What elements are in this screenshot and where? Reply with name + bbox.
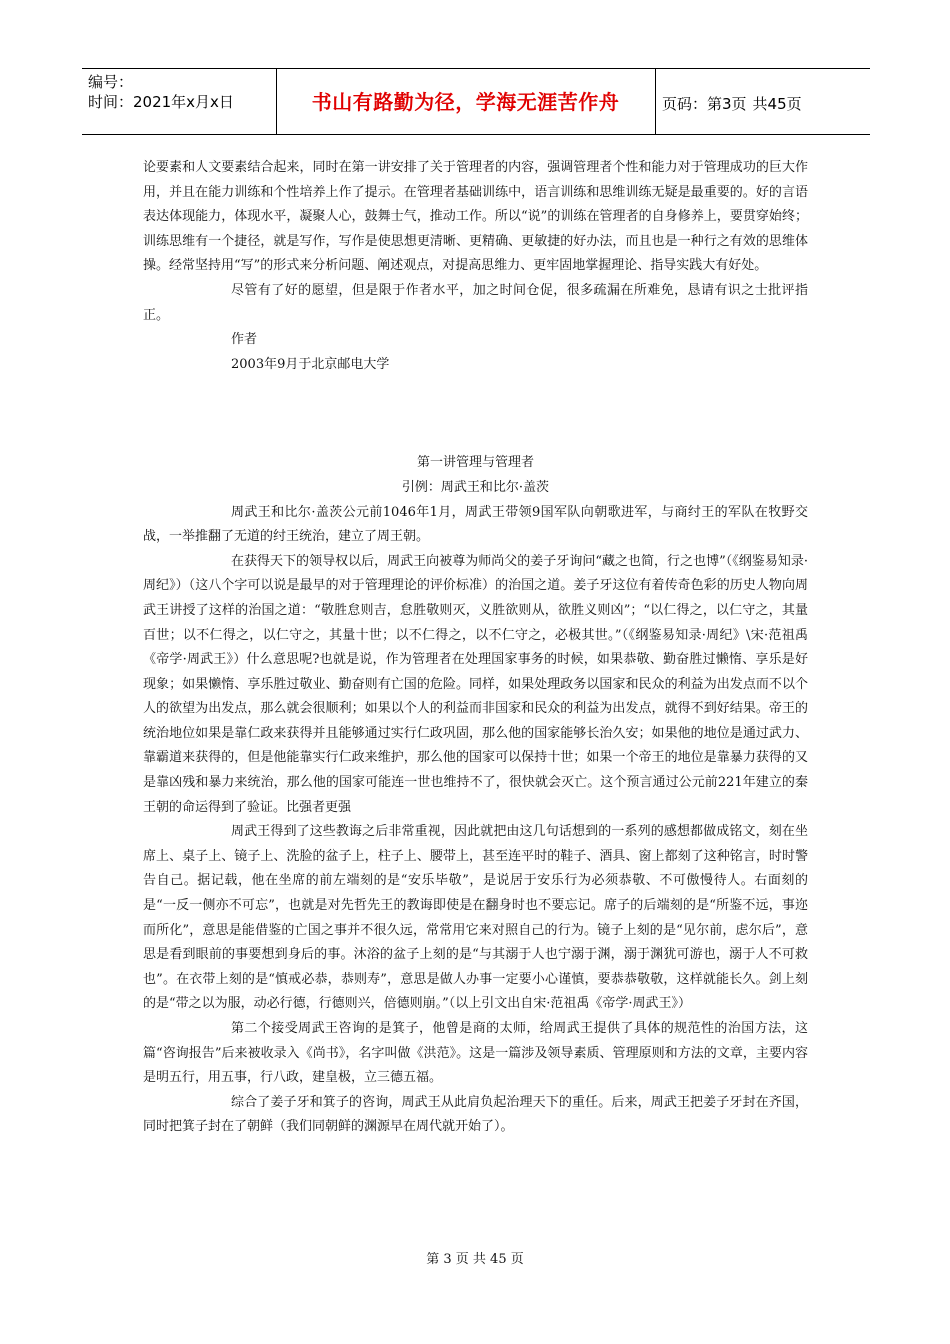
paragraph-preface-closing: 尽管有了好的愿望，但是限于作者水平，加之时间仓促，很多疏漏在所难免，恳请有识之士批评指正。 bbox=[143, 282, 808, 323]
paragraph-conclusion: 综合了姜子牙和箕子的咨询，周武王从此肩负起治理天下的重任。后来，周武王把姜子牙封在齐国，同时把箕子封在了朝鲜（我们同朝鲜的渊源早在周代就开始了）。 bbox=[143, 1094, 808, 1135]
paragraph-inscriptions: 周武王得到了这些教诲之后非常重视，因此就把由这几句话想到的一系列的感想都做成铭文，刻在坐席上、桌子上、镜子上、洗脸的盆子上，柱子上、腰带上，甚至连平时的鞋子、酒具、窗上都刻了这种铭言，时时警告自己。据记载，他在坐席的前左端刻的是“安乐毕敬”，是说居于安乐行为必须恭敬、不可傲慢待人。右面刻的是“一反一侧亦不可忘”，也就是对先哲先王的教诲即使是在翻身时也不要忘记。席子的后端刻的是“所鉴不远，事迩而所化”，意思是能借鉴的亡国之事并不很久远，常常用它来对照自己的行为。镜子上刻的是“见尔前，虑尔后”，意思是看到眼前的事要想到身后的事。沐浴的盆子上刻的是“与其溺于人也宁溺于渊，溺于渊犹可游也，溺于人不可救也”。在衣带上刻的是“慎戒必恭，恭则寿”，意思是做人办事一定要小心谨慎，要恭恭敬敬，这样就能长久。剑上刻的是“带之以为服，动必行德，行德则兴，倍德则崩。”（以上引文出自宋·范祖禹《帝学·周武王》） bbox=[143, 824, 808, 1012]
header-page-info bbox=[662, 93, 802, 114]
header-meta bbox=[88, 72, 234, 112]
chapter-title: 第一讲管理与管理者 bbox=[416, 455, 534, 471]
preface-date: 2003年9月于北京邮电大学 bbox=[231, 356, 390, 372]
header-motto: 书山有路勤为径，学海无涯苦作舟 bbox=[311, 90, 620, 114]
document-body bbox=[143, 156, 808, 1140]
paragraph-preface-cont: 论要素和人文要素结合起来，同时在第一讲安排了关于管理者的内容，强调管理者个性和能力对于管理成功的巨大作用，并且在能力训练和个性培养上作了提示。在管理者基础训练中，语言训练和思维训练无疑是最重要的。好的言语表达体现能力，体现水平，凝聚人心，鼓舞士气，推动工作。所以“说”的训练在管理者的自身修养上，要贯穿始终；训练思维有一个捷径，就是写作，写作是使思想更清晰、更精确、更敏捷的好办法，而且也是一种行之有效的思维体操。经常坚持用“写”的形式来分析问题、阐述观点，对提高思维力、更牢固地掌握理论、指导实践大有好处。 bbox=[143, 160, 808, 274]
preface-author: 作者 bbox=[231, 332, 258, 348]
header-bottom-rule bbox=[82, 134, 870, 135]
header-divider-right bbox=[655, 68, 656, 134]
paragraph-jizi: 第二个接受周武王咨询的是箕子，他曾是商的太师，给周武王提供了具体的规范性的治国方法，这篇“咨询报告”后来被收录入《尚书》，名字叫做《洪范》。这是一篇涉及领导素质、管理原则和方法的文章，主要内容是明五行，用五事，行八政，建皇极，立三德五福。 bbox=[143, 1021, 808, 1086]
header-page-label: 页码：第3页 bbox=[662, 95, 747, 113]
paragraph-intro: 周武王和比尔·盖茨公元前1046年1月，周武王带领9国军队向朝歌进军，与商纣王的军队在牧野交战，一举推翻了无道的纣王统治，建立了周王朝。 bbox=[143, 504, 808, 545]
chapter-subtitle: 引例：周武王和比尔·盖茨 bbox=[401, 479, 550, 495]
document-number-label: 编号： bbox=[88, 73, 134, 91]
header-total-label: 共45页 bbox=[752, 95, 802, 113]
document-time-label: 时间：2021年x月x日 bbox=[88, 93, 234, 111]
header-top-rule bbox=[82, 68, 870, 69]
paragraph-jiang-ziya: 在获得天下的领导权以后，周武王向被尊为师尚父的姜子牙询问“藏之也简，行之也博”（《纲鉴易知录·周纪》）（这八个字可以说是最早的对于管理理论的评价标准）的治国之道。姜子牙这位有着传奇色彩的历史人物向周武王讲授了这样的治国之道：“敬胜怠则吉，怠胜敬则灭，义胜欲则从，欲胜义则凶”；“以仁得之，以仁守之，其量百世；以不仁得之，以仁守之，其量十世；以不仁得之，以不仁守之，必极其世。”（《纲鉴易知录·周纪》\宋·范祖禹《帝学·周武王》）什么意思呢?也就是说，作为管理者在处理国家事务的时候，如果恭敬、勤奋胜过懒惰、享乐是好现象；如果懒惰、享乐胜过敬业、勤奋则有亡国的危险。同样，如果处理政务以国家和民众的利益为出发点而不以个人的欲望为出发点，那么就会很顺利；如果以个人的利益而非国家和民众的利益为出发点，就得不到好结果。帝王的统治地位如果是靠仁政来获得并且能够通过实行仁政巩固，那么他的国家能够长治久安；如果他的地位是通过武力、靠霸道来获得的，但是他能靠实行仁政来维护，那么他的国家可以保持十世；如果一个帝王的地位是靠暴力获得的又是靠凶残和暴力来统治，那么他的国家可能连一世也维持不了，很快就会灭亡。这个预言通过公元前221年建立的秦王朝的命运得到了验证。比强者更强 bbox=[143, 553, 808, 815]
page-footer: 第 3 页 共 45 页 bbox=[426, 1252, 524, 1267]
